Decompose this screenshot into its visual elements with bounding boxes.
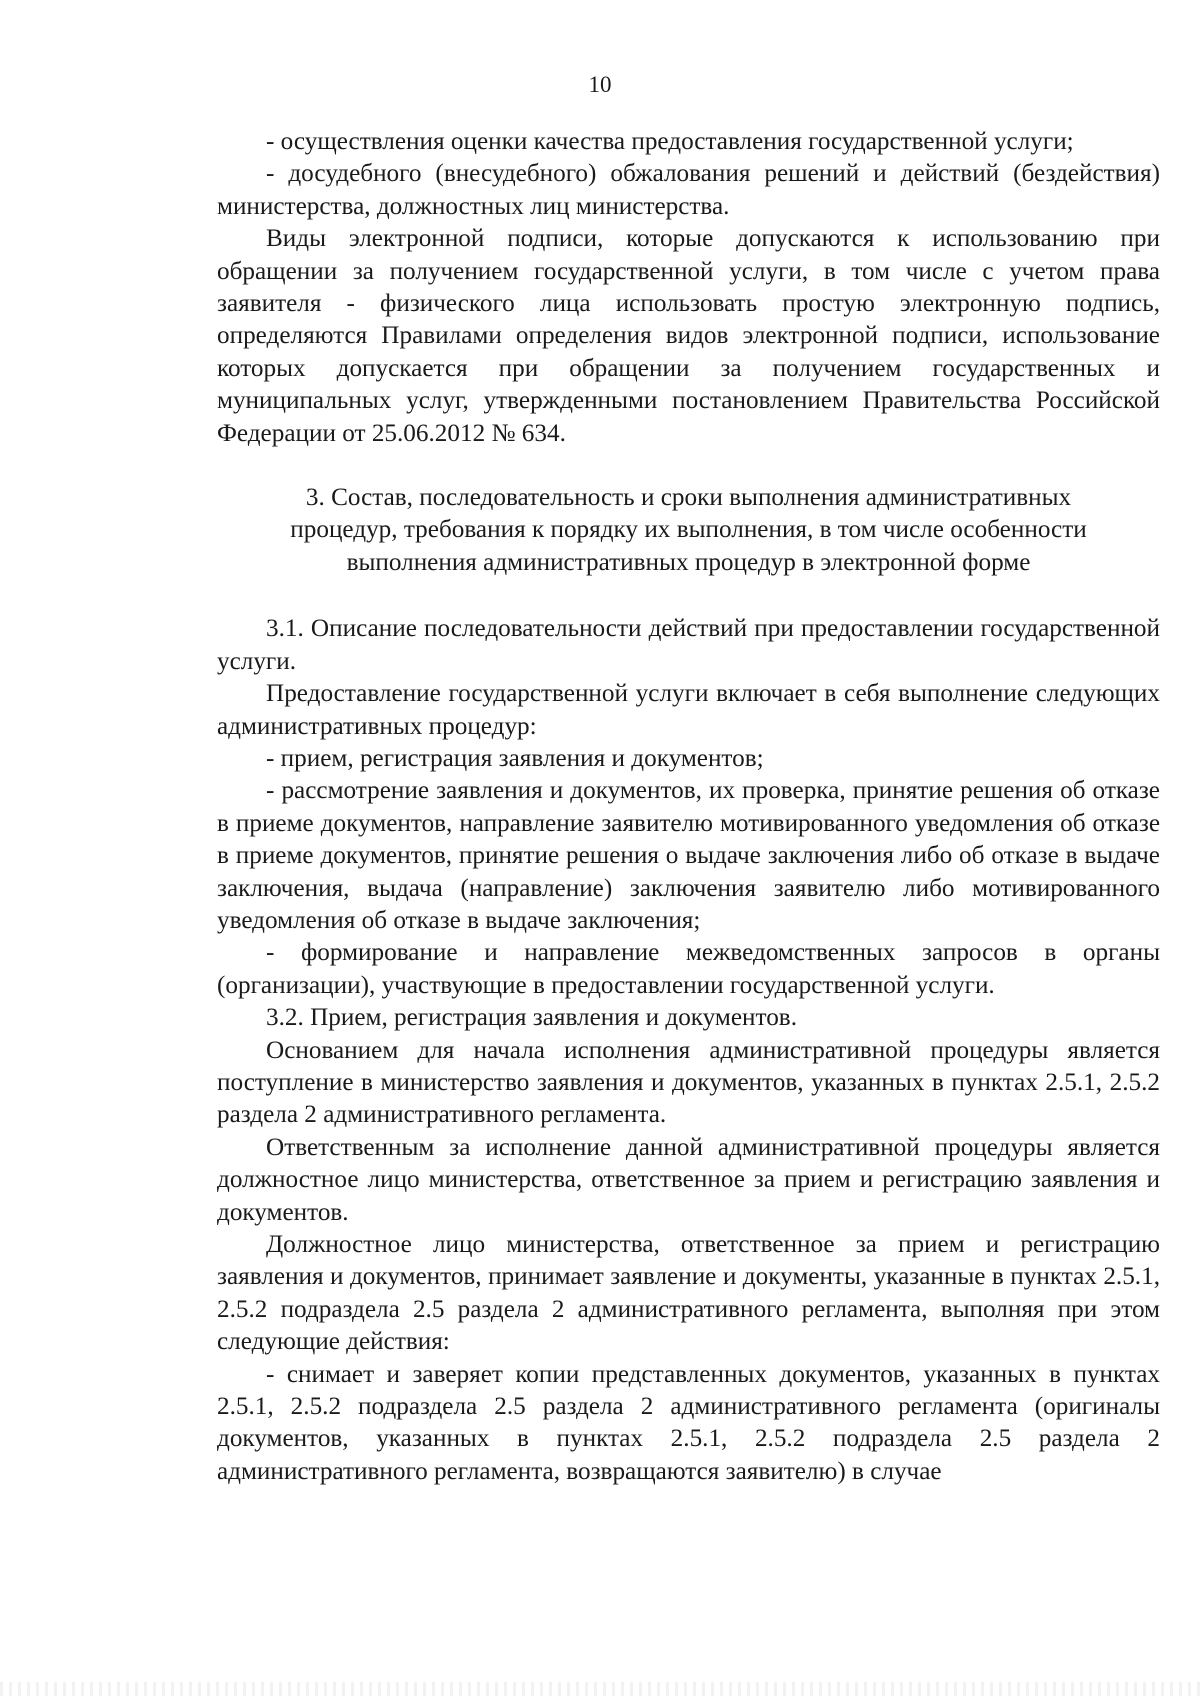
section-heading-line: процедур, требования к порядку их выполнения, в том числе особенности [290, 516, 1087, 544]
paragraph: Виды электронной подписи, которые допускаются к использованию при обращении за получением государственной услуги, в том числе с учетом права заявителя - физического лица использовать простую электронную подпись, определяются Правилами определения видов электронной подписи, использование которых допускается при обращении за получением государственных и муниципальных услуг, утвержденными постановлением Правительства Российской Федерации от 25.06.2012 № 634. [217, 225, 1160, 447]
paragraph: Предоставление государственной услуги включает в себя выполнение следующих административных процедур: [217, 680, 1160, 740]
section-heading-line: 3. Состав, последовательность и сроки выполнения административных [305, 484, 1072, 512]
document-body [217, 126, 1160, 1488]
page-number: 10 [588, 72, 612, 97]
paragraph: - прием, регистрация заявления и документов; [266, 744, 764, 772]
paragraph: - формирование и направление межведомственных запросов в органы (организации), участвующие в предоставлении государственной услуги. [217, 939, 1160, 999]
paragraph: Основанием для начала исполнения административной процедуры является поступление в министерство заявления и документов, указанных в пунктах 2.5.1, 2.5.2 раздела 2 административного регламента. [217, 1036, 1160, 1129]
paragraph: Ответственным за исполнение данной административной процедуры является должностное лицо министерства, ответственное за прием и регистрацию заявления и документов. [217, 1133, 1160, 1226]
paragraph: 3.2. Прием, регистрация заявления и документов. [266, 1004, 797, 1032]
section-heading-line: выполнения административных процедур в электронной форме [346, 548, 1031, 576]
paragraph: - досудебного (внесудебного) обжалования решений и действий (бездействия) министерства, должностных лиц министерства. [217, 160, 1160, 220]
scan-edge-artifact [0, 1682, 1200, 1696]
section-heading [217, 482, 1160, 579]
paragraph: Должностное лицо министерства, ответственное за прием и регистрацию заявления и документов, принимает заявление и документы, указанные в пунктах 2.5.1, 2.5.2 подраздела 2.5 раздела 2 административного регламента, выполняя при этом следующие действия: [217, 1231, 1160, 1356]
paragraph: - снимает и заверяет копии представленных документов, указанных в пунктах 2.5.1, 2.5.2 подраздела 2.5 раздела 2 административного регламента (оригиналы документов, указанных в пунктах 2.5.1, 2.5.2 подраздела 2.5 раздела 2 административного регламента, возвращаются заявителю) в случае [217, 1360, 1160, 1485]
paragraph: - осуществления оценки качества предоставления государственной услуги; [266, 128, 1074, 155]
paragraph: - рассмотрение заявления и документов, их проверка, принятие решения об отказе в приеме документов, направление заявителю мотивированного уведомления об отказе в приеме документов, принятие решения о выдаче заключения либо об отказе в выдаче заключения, выдача (направление) заключения заявителю либо мотивированного уведомления об отказе в выдаче заключения; [217, 777, 1160, 934]
paragraph: 3.1. Описание последовательности действий при предоставлении государственной услуги. [217, 615, 1160, 675]
